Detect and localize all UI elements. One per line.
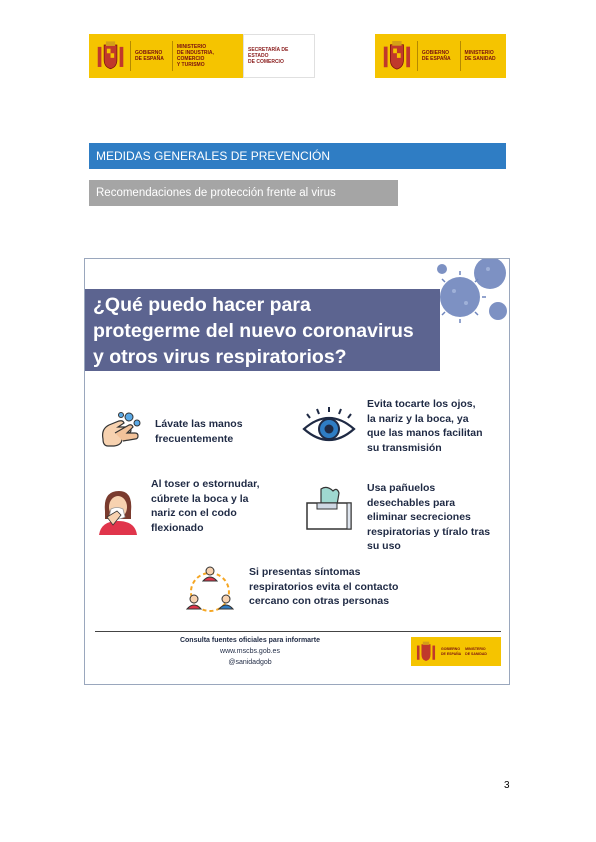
prevention-infographic [84,258,510,685]
avoid-touch-text: Evita tocarte los ojos, la nariz y la boca, ya que las manos facilitan su transmisión [367,398,483,454]
wash-hands-text: Lávate las manos frecuentemente [155,418,243,445]
cough-text: Al toser o estornudar, cúbrete la boca y la nariz con el codo flexionado [151,478,260,534]
secretary-text: SECRETARÍA DE ESTADO DE COMERCIO [248,47,289,65]
coughing-person-icon [97,487,137,535]
hand-washing-icon [99,409,143,451]
gov-spain-text: GOBIERNO DE ESPAÑA [441,646,462,656]
footer-website-link[interactable]: www.mscbs.gob.es [220,648,280,655]
poster-title [85,289,440,371]
logo-gobierno-industria [89,34,315,78]
footer-gov-logo [411,637,501,666]
poster-title-line: protegerme del nuevo coronavirus [93,320,414,342]
poster-title-line: ¿Qué puedo hacer para [93,294,311,316]
ministry-text: MINISTERIO DE SANIDAD [460,41,506,71]
poster-divider [95,631,501,632]
page-number: 3 [504,780,510,791]
poster-title-line: y otros virus respiratorios? [93,346,347,368]
ministry-text: MINISTERIO DE INDUSTRIA, COMERCIO Y TURISMO [172,41,243,71]
footer-twitter-handle: @sanidadgob [228,659,272,666]
social-distance-icon [185,563,235,613]
eye-icon [301,405,357,445]
coat-of-arms-icon [95,38,126,74]
distance-text: Si presentas síntomas respiratorios evita el contacto cercano con otras personas [249,566,399,607]
gov-spain-text: GOBIERNO DE ESPAÑA [417,41,460,71]
poster-footer [145,635,355,668]
tissues-text: Usa pañuelos desechables para eliminar secreciones respiratorias y tíralo tras su uso [367,482,491,552]
footer-consult-text: Consulta fuentes oficiales para informarte [179,637,321,644]
ministry-text: MINISTERIO DE SANIDAD [465,646,487,656]
section-title: MEDIDAS GENERALES DE PREVENCIÓN [89,143,506,169]
logo-gobierno-sanidad [375,34,506,78]
section-subtitle: Recomendaciones de protección frente al virus [89,180,398,206]
gov-spain-text: GOBIERNO DE ESPAÑA [130,41,172,71]
tissue-box-icon [303,485,355,531]
coat-of-arms-icon [381,38,413,74]
coat-of-arms-icon [415,640,437,664]
virus-icon [430,259,510,329]
